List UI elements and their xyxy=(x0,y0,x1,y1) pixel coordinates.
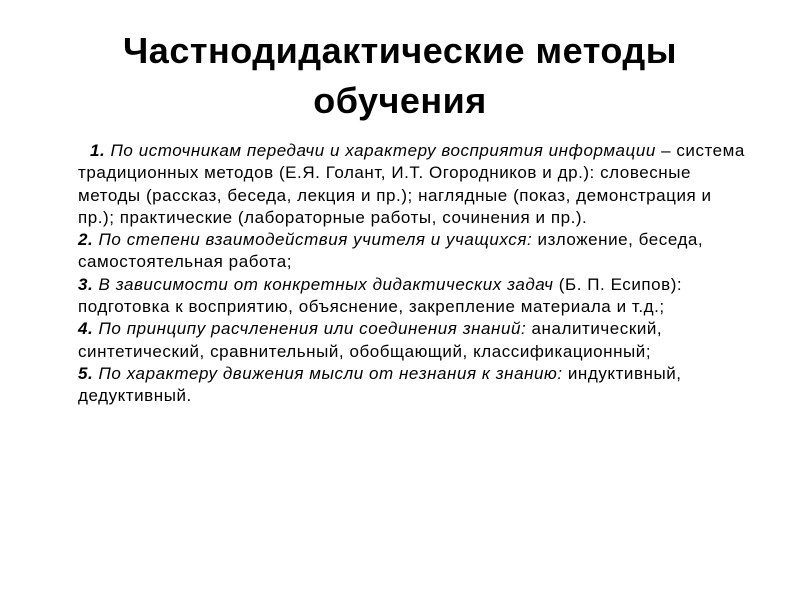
item-criterion: По степени взаимодействия учителя и учащихся: xyxy=(93,230,533,250)
item-number: 1. xyxy=(90,141,106,160)
item-text: аналитический, синтетический, сравнительный, обобщающий, классификационный; xyxy=(78,319,663,361)
item-criterion: По принципу расчленения или соединения знаний: xyxy=(93,319,527,339)
slide-body xyxy=(78,140,750,408)
item-text: индуктивный, дедуктивный. xyxy=(78,363,682,406)
item-criterion: По характеру движения мысли от незнания к знанию: xyxy=(93,363,563,383)
item-text: (Б. П. Есипов): подготовка к восприятию, объяснение, закрепление материала и т.д.; xyxy=(78,274,683,317)
item-number: 3. xyxy=(78,274,94,294)
item-number: 2. xyxy=(78,230,94,250)
item-number: 5. xyxy=(78,363,94,383)
list-item xyxy=(78,318,750,363)
slide-title xyxy=(40,26,760,126)
slide-title-line-1: Частнодидактические методы xyxy=(123,30,677,71)
item-criterion: В зависимости от конкретных дидактических задач xyxy=(93,274,554,294)
list-item xyxy=(78,229,750,274)
item-text: – система традиционных методов (Е.Я. Голант, И.Т. Огородников и др.): словесные методы (рассказ, беседа, лекция и пр.); наглядные (показ, демонстрация и пр.); практические (лабораторные работы, сочинения и пр.). xyxy=(78,141,745,227)
item-text: изложение, беседа, самостоятельная работа; xyxy=(78,230,704,272)
list-item xyxy=(78,363,750,408)
item-number: 4. xyxy=(78,319,94,339)
list-item xyxy=(78,274,750,319)
item-criterion: По источникам передачи и характеру восприятия информации xyxy=(105,141,656,160)
slide-title-line-2: обучения xyxy=(313,80,487,121)
list-item xyxy=(78,140,750,229)
